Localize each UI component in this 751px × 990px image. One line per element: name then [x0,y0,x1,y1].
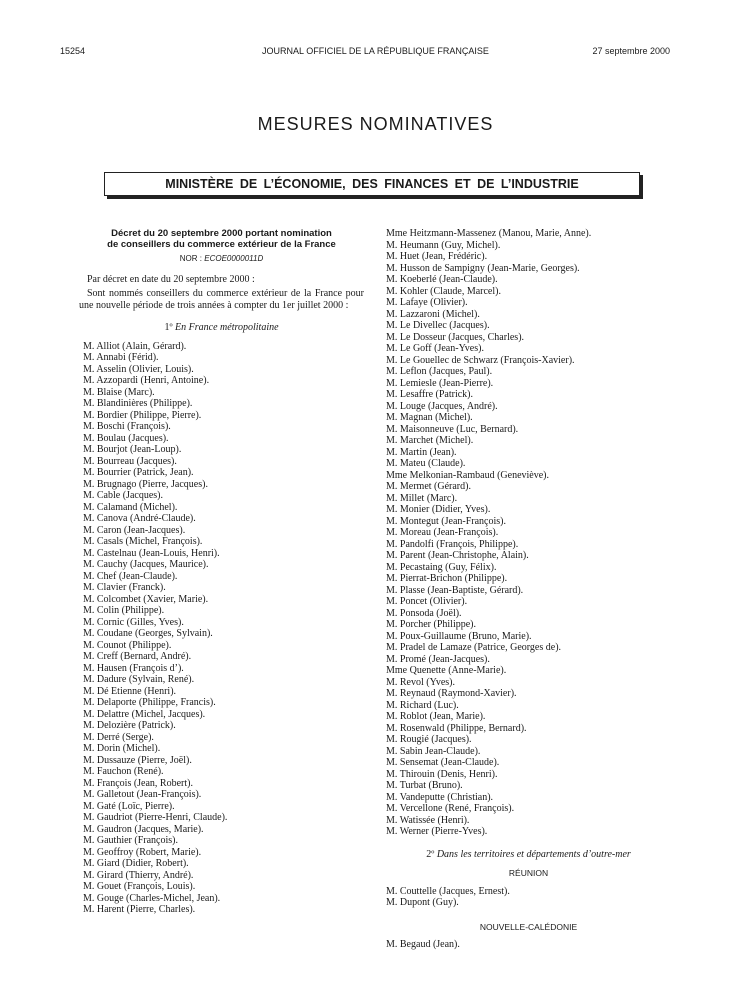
name-entry: M. Delattre (Michel, Jacques). [83,708,206,720]
right-name-list [386,228,671,838]
name-entry: M. Delozière (Patrick). [83,720,176,731]
name-entry: M. Lesaffre (Patrick). [386,389,474,400]
section1-heading [79,322,364,334]
name-entry: M. Cauchy (Jacques, Maurice). [83,559,209,570]
name-entry: M. Fauchon (René). [83,766,164,777]
name-entry: M. Canova (André-Claude). [83,513,196,524]
name-entry: M. Marchet (Michel). [386,435,474,446]
main-title: MESURES NOMINATIVES [257,114,494,134]
name-entry: M. Watissée (Henri). [386,814,470,826]
name-entry: M. Coudane (Georges, Sylvain). [83,628,213,639]
nouvelle-caledonie-heading: NOUVELLE-CALÉDONIE [479,921,578,932]
name-entry: M. Werner (Pierre-Yves). [386,826,488,837]
name-entry: M. Cornic (Gilles, Yves). [83,616,184,628]
name-entry: M. Brugnago (Pierre, Jacques). [83,478,208,490]
name-entry: M. Colcombet (Xavier, Marie). [83,593,209,605]
name-entry: M. Bourrier (Patrick, Jean). [83,467,194,478]
name-entry: M. Couttelle (Jacques, Ernest). [386,885,510,897]
name-entry: M. Gouge (Charles-Michel, Jean). [83,892,221,904]
name-entry: M. Delaporte (Philippe, Francis). [83,697,216,708]
name-entry: M. Lafaye (Olivier). [386,297,468,308]
name-entry: M. Harent (Pierre, Charles). [83,904,196,915]
name-entry: M. Reynaud (Raymond-Xavier). [386,688,517,699]
name-entry: Mme Heitzmann-Massenez (Manou, Marie, Anne). [386,228,592,239]
name-entry: M. Martin (Jean). [386,446,457,458]
name-entry: M. Galletout (Jean-François). [83,789,202,800]
name-entry: M. Le Gouellec de Schwarz (François-Xavier). [386,354,575,366]
name-entry: M. Sensemat (Jean-Claude). [386,757,500,768]
name-entry: M. Magnan (Michel). [386,412,473,423]
name-entry: M. Gouet (François, Louis). [83,881,196,892]
name-entry: M. Lazzaroni (Michel). [386,308,480,320]
name-entry: M. Blandinières (Philippe). [83,398,193,409]
journal-title: JOURNAL OFFICIEL DE LA RÉPUBLIQUE FRANÇAISE [262,46,489,56]
name-entry: M. Roblot (Jean, Marie). [386,711,486,722]
name-entry: M. Millet (Marc). [386,492,458,504]
section1-number: 1º [164,322,173,333]
name-entry: M. Vandeputte (Christian). [386,791,494,803]
name-entry: M. Counot (Philippe). [83,639,172,651]
name-entry: Mme Melkonian-Rambaud (Geneviève). [386,469,550,481]
name-entry: M. Dorin (Michel). [83,743,161,754]
name-entry: M. Moreau (Jean-François). [386,527,499,538]
name-entry: M. Annabi (Férid). [83,352,159,363]
name-entry: M. Caron (Jean-Jacques). [83,524,186,536]
name-entry: M. Louge (Jacques, André). [386,400,498,412]
name-entry: M. Mateu (Claude). [386,458,466,469]
name-entry: M. Derré (Serge). [83,731,154,743]
ministry-box [104,172,640,196]
section2-title: Dans les territoires et départements d’outre-mer [436,848,631,860]
name-entry: M. Pierrat-Brichon (Philippe). [386,573,508,584]
name-entry: M. Husson de Sampigny (Jean-Marie, Georges). [386,262,580,274]
name-entry: M. Begaud (Jean). [386,939,460,950]
par-decret-line: Par décret en date du 20 septembre 2000 : [87,273,255,285]
name-entry: M. Thirouin (Denis, Henri). [386,768,498,780]
name-entry: M. Girard (Thierry, André). [83,869,194,881]
reunion-name-list [386,886,671,909]
name-entry: M. Poncet (Olivier). [386,596,468,607]
name-entry: M. Blaise (Marc). [83,386,155,398]
name-entry: M. Dé Etienne (Henri). [83,685,177,697]
name-entry: M. Maisonneuve (Luc, Bernard). [386,423,519,435]
name-entry: M. Boschi (François). [83,421,171,432]
name-entry: M. Plasse (Jean-Baptiste, Gérard). [386,584,524,596]
name-entry: M. Calamand (Michel). [83,501,178,513]
name-entry: M. Gaté (Loïc, Pierre). [83,800,175,812]
name-entry: M. Revol (Yves). [386,676,455,688]
page-number: 15254 [60,46,86,56]
name-entry: M. Promé (Jean-Jacques). [386,653,490,665]
name-entry: M. Creff (Bernard, André). [83,651,192,662]
ministry-title: MINISTÈRE DE L’ÉCONOMIE, DES FINANCES ET DE L’INDUSTRIE [165,177,579,191]
name-entry: M. Dupont (Guy). [386,897,459,908]
decree-title-line1: Décret du 20 septembre 2000 portant nomination [111,228,332,239]
issue-date: 27 septembre 2000 [592,46,670,56]
name-entry: M. Kohler (Claude, Marcel). [386,285,501,297]
name-entry: M. Bourreau (Jacques). [83,455,177,467]
section1-title: En France métropolitaine [175,322,279,333]
left-name-list [79,341,364,916]
intro-paragraph: Sont nommés conseillers du commerce extérieur de la France pour une nouvelle période de trois années à compter du 1er juillet 2000 : [79,288,364,311]
name-entry: M. Bordier (Philippe, Pierre). [83,409,202,421]
name-entry: M. Gauthier (François). [83,835,178,846]
decree-title-line2: de conseillers du commerce extérieur de la France [107,239,336,250]
name-entry: M. Le Dosseur (Jacques, Charles). [386,331,525,343]
name-entry: M. Alliot (Alain, Gérard). [83,340,187,352]
name-entry: M. Pradel de Lamaze (Patrice, Georges de). [386,642,562,653]
name-entry: M. Turbat (Bruno). [386,780,463,791]
name-entry: M. Heumann (Guy, Michel). [386,239,501,251]
name-entry: M. Rosenwald (Philippe, Bernard). [386,722,527,734]
name-entry: M. Lemiesle (Jean-Pierre). [386,377,494,389]
name-entry: M. Parent (Jean-Christophe, Alain). [386,550,529,561]
left-column [79,228,364,916]
name-entry: M. Dussauze (Pierre, Joël). [83,754,192,766]
name-entry: M. Richard (Luc). [386,699,459,711]
name-entry: M. Asselin (Olivier, Louis). [83,363,194,375]
name-entry: M. Clavier (Franck). [83,582,166,593]
name-entry: M. Castelnau (Jean-Louis, Henri). [83,547,220,559]
name-entry: M. Hausen (François d’). [83,662,184,674]
name-entry: M. Dadure (Sylvain, René). [83,674,195,685]
name-entry: M. Koeberlé (Jean-Claude). [386,274,498,285]
name-entry: M. Colin (Philippe). [83,605,165,616]
name-entry: M. Monier (Didier, Yves). [386,504,491,515]
name-entry: M. Pecastaing (Guy, Félix). [386,561,497,573]
name-entry: M. Montegut (Jean-François). [386,515,506,527]
name-entry: M. Porcher (Philippe). [386,619,476,630]
name-entry: M. Sabin Jean-Claude). [386,745,481,757]
name-entry: M. Chef (Jean-Claude). [83,570,178,582]
name-entry: M. Geoffroy (Robert, Marie). [83,846,202,858]
name-entry: M. Giard (Didier, Robert). [83,858,189,869]
name-entry: M. Vercellone (René, François). [386,803,515,814]
name-entry: M. Gaudron (Jacques, Marie). [83,823,204,835]
name-entry: M. Ponsoda (Joël). [386,607,462,619]
reunion-heading: RÉUNION [508,868,549,878]
nor-code: ECOE0000011D [204,254,264,263]
name-entry: M. Le Goff (Jean-Yves). [386,343,484,354]
name-entry: M. Boulau (Jacques). [83,432,169,444]
name-entry: M. Azzopardi (Henri, Antoine). [83,375,210,386]
name-entry: M. Huet (Jean, Frédéric). [386,251,488,262]
name-entry: M. Rougié (Jacques). [386,734,472,745]
name-entry: M. Poux-Guillaume (Bruno, Marie). [386,630,532,642]
name-entry: M. Pandolfi (François, Philippe). [386,538,519,550]
section2-number: 2º [426,848,435,860]
name-entry: M. Le Divellec (Jacques). [386,320,490,331]
name-entry: M. Leflon (Jacques, Paul). [386,366,493,377]
right-column [386,228,671,951]
name-entry: M. Cable (Jacques). [83,490,163,501]
section2-heading [386,849,671,861]
nouvelle-caledonie-name-list [386,939,671,951]
name-entry: Mme Quenette (Anne-Marie). [386,665,507,676]
nor-reference [79,253,364,265]
name-entry: M. Bourjot (Jean-Loup). [83,444,182,455]
name-entry: M. Casals (Michel, François). [83,536,203,547]
name-entry: M. Gaudriot (Pierre-Henri, Claude). [83,812,228,823]
name-entry: M. François (Jean, Robert). [83,777,193,789]
nor-label: NOR : [179,254,202,263]
name-entry: M. Mermet (Gérard). [386,481,471,492]
